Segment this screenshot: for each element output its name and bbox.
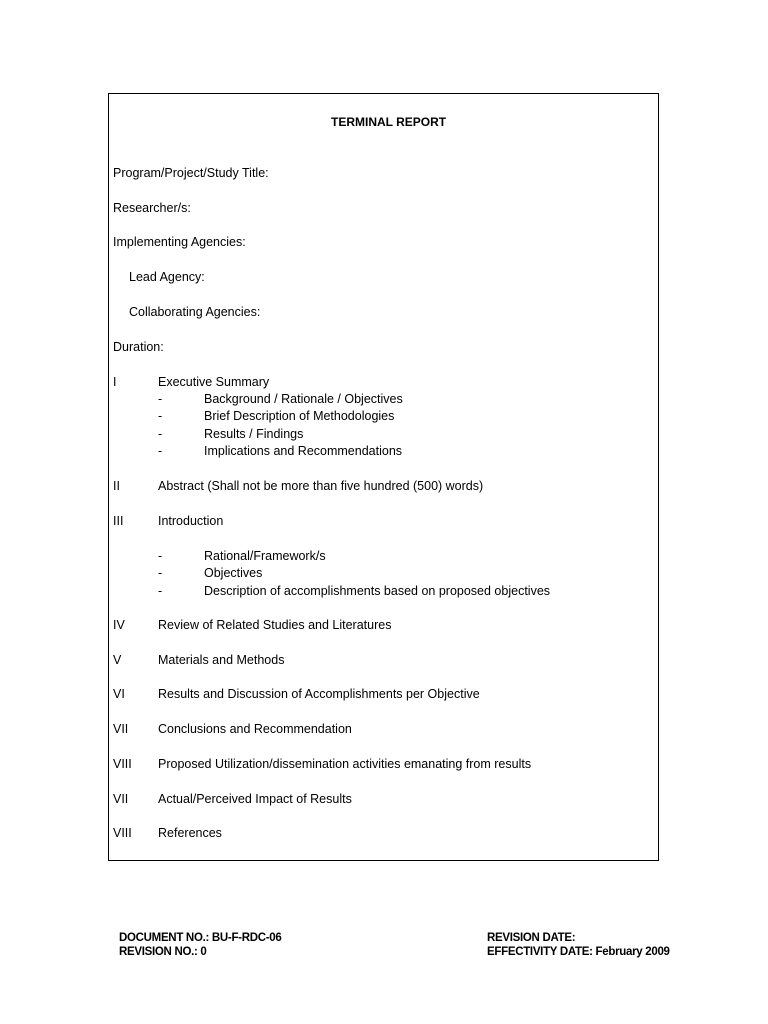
researchers-label: Researcher/s:: [113, 201, 191, 215]
lead-agency-label: Lead Agency:: [129, 270, 205, 284]
list-dash: -: [158, 444, 163, 458]
section-number: V: [113, 653, 122, 667]
section-number: VII: [113, 792, 129, 806]
section-title: Actual/Perceived Impact of Results: [158, 792, 352, 806]
list-dash: -: [158, 392, 163, 406]
list-dash: -: [158, 549, 163, 563]
document-number: DOCUMENT NO.: BU-F-RDC-06: [119, 932, 282, 944]
report-title: TERMINAL REPORT: [331, 115, 447, 129]
list-dash: -: [158, 584, 163, 598]
list-item: Description of accomplishments based on proposed objectives: [204, 584, 551, 598]
list-dash: -: [158, 566, 163, 580]
study-title-label: Program/Project/Study Title:: [113, 166, 269, 180]
list-item: Implications and Recommendations: [204, 444, 403, 458]
section-title: References: [158, 826, 222, 840]
revision-number: REVISION NO.: 0: [119, 946, 207, 958]
section-title: Review of Related Studies and Literatures: [158, 618, 392, 632]
list-item: Brief Description of Methodologies: [204, 409, 395, 423]
section-title: Executive Summary: [158, 375, 270, 389]
list-dash: -: [158, 409, 163, 423]
section-number: III: [113, 514, 124, 528]
effectivity-date: EFFECTIVITY DATE: February 2009: [487, 946, 670, 958]
list-item: Results / Findings: [204, 427, 304, 441]
list-dash: -: [158, 427, 163, 441]
section-title: Introduction: [158, 514, 224, 528]
list-item: Background / Rationale / Objectives: [204, 392, 403, 406]
section-title: Abstract (Shall not be more than five hundred (500) words): [158, 479, 484, 493]
section-number: II: [113, 479, 120, 493]
implementing-agencies-label: Implementing Agencies:: [113, 235, 246, 249]
section-number: I: [113, 375, 117, 389]
section-number: IV: [113, 618, 125, 632]
list-item: Rational/Framework/s: [204, 549, 326, 563]
section-title: Materials and Methods: [158, 653, 285, 667]
section-title: Proposed Utilization/dissemination activities emanating from results: [158, 757, 532, 771]
section-number: VIII: [113, 757, 132, 771]
section-title: Results and Discussion of Accomplishments per Objective: [158, 687, 480, 701]
revision-date: REVISION DATE:: [487, 932, 576, 944]
section-number: VIII: [113, 826, 132, 840]
section-number: VI: [113, 687, 125, 701]
list-item: Objectives: [204, 566, 263, 580]
section-title: Conclusions and Recommendation: [158, 722, 352, 736]
collaborating-agencies-label: Collaborating Agencies:: [129, 305, 261, 319]
section-number: VII: [113, 722, 129, 736]
duration-label: Duration:: [113, 340, 164, 354]
